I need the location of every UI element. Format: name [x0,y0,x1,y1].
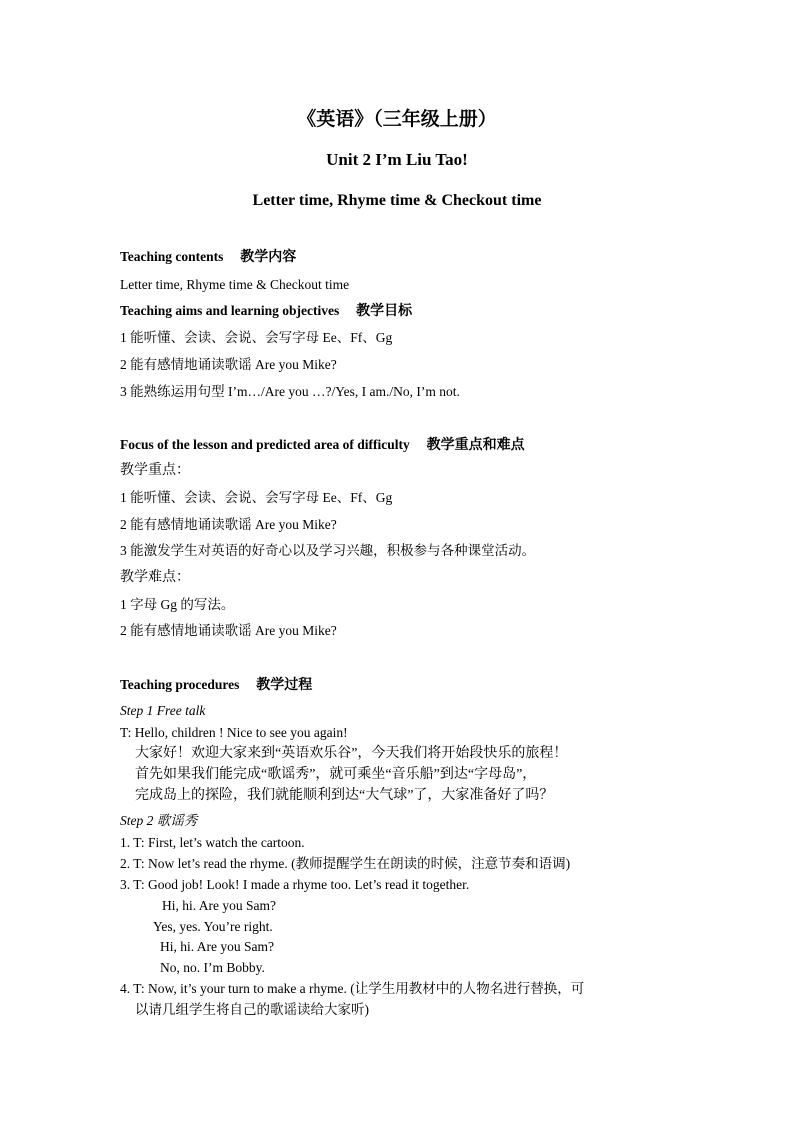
aim-item: 1 能听懂、会读、会说、会写字母 Ee、Ff、Gg [120,330,393,345]
rhyme-line: Hi, hi. Are you Sam? [162,898,276,913]
difficult-point-item: 2 能有感情地诵读歌谣 Are you Mike? [120,623,337,638]
key-point-item: 3 能激发学生对英语的好奇心以及学习兴趣，积极参与各种课堂活动。 [120,543,536,558]
rhyme-line: Yes, yes. You’re right. [153,919,273,934]
difficult-points-label: 教学难点： [120,570,190,585]
document-title: 《英语》（三年级上册） [297,109,497,130]
aims-heading [120,302,412,321]
aims-heading-cn: 教学目标 [356,304,413,319]
contents-heading-en: Teaching contents [120,249,224,264]
step-1-title: Step 1 Free talk [120,703,206,718]
contents-heading [120,248,296,267]
step-1-line: 首先如果我们能完成“歌谣秀”，就可乘坐“音乐船”到达“字母岛”， [135,767,537,782]
step-2-line: 以请几组学生将自己的歌谣读给大家听) [135,1002,369,1017]
step-1-line: T: Hello, children ! Nice to see you again! [120,725,348,740]
procedures-heading-en: Teaching procedures [120,677,240,692]
step-2-line: 2. T: Now let’s read the rhyme. (教师提醒学生在朗读的时候，注意节奏和语调) [120,856,571,871]
contents-text: Letter time, Rhyme time & Checkout time [120,277,350,292]
key-point-item: 1 能听懂、会读、会说、会写字母 Ee、Ff、Gg [120,490,393,505]
step-2-line: 1. T: First, let’s watch the cartoon. [120,835,305,850]
aims-heading-en: Teaching aims and learning objectives [120,303,340,318]
step-2-title: Step 2 歌谣秀 [120,813,198,828]
procedures-heading [120,676,312,695]
step-1-line: 大家好！欢迎大家来到“英语欢乐谷”，今天我们将开始段快乐的旅程！ [135,746,568,761]
difficult-point-item: 1 字母 Gg 的写法。 [120,597,235,612]
rhyme-line: Hi, hi. Are you Sam? [160,939,274,954]
key-points-label: 教学重点： [120,463,190,478]
key-point-item: 2 能有感情地诵读歌谣 Are you Mike? [120,517,337,532]
procedures-heading-cn: 教学过程 [256,678,313,693]
rhyme-line: No, no. I’m Bobby. [160,960,265,975]
step-2-line: 4. T: Now, it’s your turn to make a rhyme. (让学生用教材中的人物名进行替换，可 [120,981,585,996]
focus-heading-en: Focus of the lesson and predicted area of difficulty [120,437,410,452]
step-2-line: 3. T: Good job! Look! I made a rhyme too. Let’s read it together. [120,877,470,892]
step-1-line: 完成岛上的探险，我们就能顺利到达“大气球”了，大家准备好了吗？ [135,788,554,803]
focus-heading-cn: 教学重点和难点 [426,438,525,453]
contents-heading-cn: 教学内容 [240,250,297,265]
aim-item: 2 能有感情地诵读歌谣 Are you Mike? [120,357,337,372]
focus-heading [120,436,525,455]
lesson-subtitle: Letter time, Rhyme time & Checkout time [252,192,542,209]
aim-item: 3 能熟练运用句型 I’m…/Are you …?/Yes, I am./No, I’m not. [120,384,460,399]
unit-title: Unit 2 I’m Liu Tao! [326,150,468,169]
